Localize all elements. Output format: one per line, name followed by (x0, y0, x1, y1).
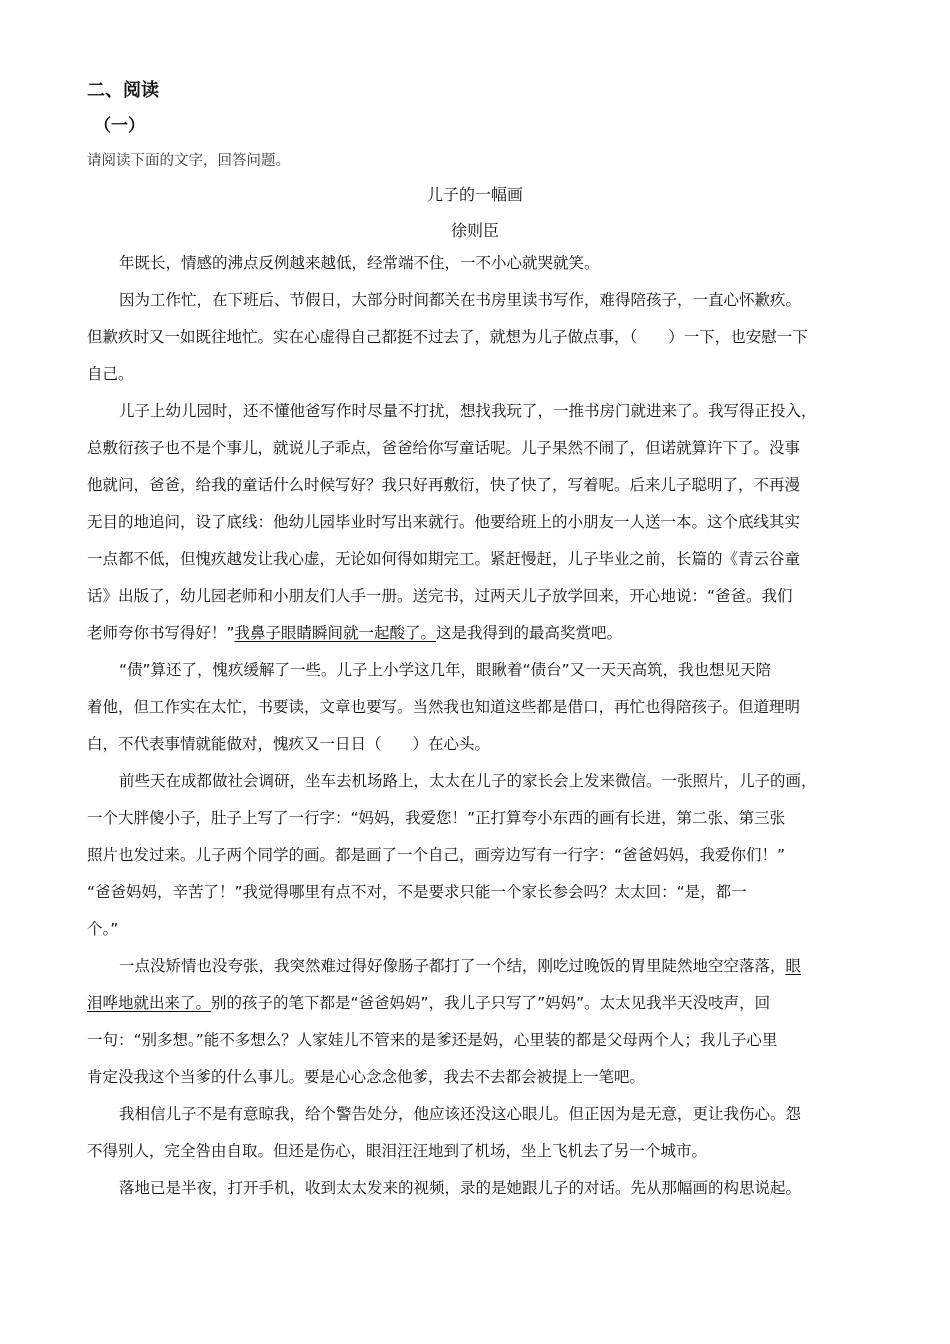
text-line (87, 356, 877, 393)
text-line (87, 282, 877, 319)
underlined-phrase: 眼 (785, 957, 802, 975)
text-line (87, 1022, 877, 1059)
text-line (87, 504, 877, 541)
text-line (87, 430, 877, 467)
text-line (87, 726, 877, 763)
text-segment: 无目的地追问，设了底线：他幼儿园毕业时写出来就行。他要给班上的小朋友一人送一本。这个底线其实 (87, 513, 801, 531)
text-line (87, 615, 877, 652)
text-line (87, 985, 877, 1022)
text-line (87, 763, 877, 800)
text-segment: 老师夸你书写得好！” (87, 624, 235, 642)
text-line (87, 578, 877, 615)
text-segment: 儿子上幼儿园时，还不懂他爸写作时尽量不打扰，想找我玩了，一推书房门就进来了。我写得正投入， (119, 402, 817, 420)
text-line (87, 874, 877, 911)
text-segment: “爸爸妈妈，辛苦了！”我觉得哪里有点不对，不是要求只能一个家长参会吗？太太回：“是，都一 (87, 883, 747, 901)
text-segment: 一句：“别多想。”能不多想么？人家娃儿不管来的是爹还是妈，心里装的都是父母两个人；我儿子心里 (87, 1031, 778, 1049)
text-line (87, 1096, 877, 1133)
text-segment: 落地已是半夜，打开手机，收到太太发来的视频，录的是她跟儿子的对话。先从那幅画的构思说起。 (119, 1179, 802, 1197)
text-segment: 话》出版了，幼儿园老师和小朋友们人手一册。送完书，过两天儿子放学回来，开心地说：“爸爸。我们 (87, 587, 793, 605)
text-segment: 前些天在成都做社会调研，坐车去机场路上，太太在儿子的家长会上发来微信。一张照片，儿子的画， (119, 772, 817, 790)
article-title: 儿子的一幅画 (426, 185, 523, 204)
text-line (87, 1170, 877, 1207)
text-line (87, 837, 877, 874)
text-line (87, 911, 877, 948)
text-line (87, 467, 877, 504)
text-segment: 肯定没我这个当爹的什么事儿。要是心心念念他爹，我去不去都会被提上一笔吧。 (87, 1068, 646, 1086)
text-line (87, 800, 877, 837)
text-line (87, 393, 877, 430)
text-segment: 总敷衍孩子也不是个事儿，就说儿子乖点，爸爸给你写童话呢。儿子果然不闹了，但诺就算许下了。没事 (87, 439, 801, 457)
text-line (87, 689, 877, 726)
text-line (87, 652, 877, 689)
text-segment: 但歉疚时又一如既往地忙。实在心虚得自己都挺不过去了，就想为儿子做点事，（ ）一下，也安慰一下 (87, 328, 808, 346)
text-segment: 着他，但工作实在太忙，书要读，文章也要写。当然我也知道这些都是借口，再忙也得陪孩子。但道理明 (87, 698, 801, 716)
text-segment: 个。” (87, 920, 119, 938)
text-segment: 白，不代表事情就能做对，愧疚又一日日（ ）在心头。 (87, 735, 491, 753)
text-segment: 他就问，爸爸，给我的童话什么时候写好？我只好再敷衍，快了快了，写着呢。后来儿子聪明了，不再漫 (87, 476, 801, 494)
underlined-phrase: 我鼻子眼睛瞬间就一起酸了。 (234, 624, 437, 642)
text-segment: 因为工作忙，在下班后、节假日，大部分时间都关在书房里读书写作，难得陪孩子，一直心怀歉疚。 (119, 291, 802, 309)
text-line (87, 948, 877, 985)
text-segment: “债”算还了，愧疚缓解了一些。儿子上小学这几年，眼瞅着“债台”又一天天高筑，我也想见天陪 (119, 661, 772, 679)
text-segment: 别的孩子的笔下都是“爸爸妈妈”，我儿子只写了”妈妈”。太太见我半天没吱声，回 (211, 994, 771, 1012)
reading-instruction: 请阅读下面的文字，回答问题。 (87, 153, 290, 169)
text-line (87, 1133, 877, 1170)
text-segment: 不得别人，完全咎由自取。但还是伤心，眼泪汪汪地到了机场，坐上飞机去了另一个城市。 (87, 1142, 708, 1160)
text-segment: 我相信儿子不是有意晾我，给个警告处分，他应该还没这心眼儿。但正因为是无意，更让我伤心。怨 (119, 1105, 802, 1123)
text-segment: 自己。 (87, 365, 134, 383)
text-line (87, 541, 877, 578)
text-segment: 一点没矫情也没夸张，我突然难过得好像肠子都打了一个结，刚吃过晚饭的胃里陡然地空空落落， (119, 957, 786, 975)
text-segment: 这是我得到的最高奖赏吧。 (436, 624, 623, 642)
text-segment: 照片也发过来。儿子两个同学的画。都是画了一个自己，画旁边写有一行字：“爸爸妈妈，我爱你们！” (87, 846, 786, 864)
underlined-phrase: 泪哗地就出来了。 (87, 994, 212, 1012)
article-author: 徐则臣 (450, 221, 499, 240)
text-line (87, 1059, 877, 1096)
text-segment: 一个大胖傻小子，肚子上写了一行字：“妈妈，我爱您！”正打算夸小东西的画有长进，第二张、第三张 (87, 809, 786, 827)
text-segment: 一点都不低，但愧疚越发让我心虚，无论如何得如期完工。紧赶慢赶，儿子毕业之前，长篇的《青云谷童 (87, 550, 801, 568)
sub-heading: （一） (94, 116, 145, 136)
text-segment: 年既长，情感的沸点反例越来越低，经常端不住，一不小心就哭就笑。 (119, 254, 600, 272)
article-body (87, 245, 877, 1207)
section-heading: 二、阅读 (87, 80, 159, 101)
text-line (87, 245, 877, 282)
text-line (87, 319, 877, 356)
